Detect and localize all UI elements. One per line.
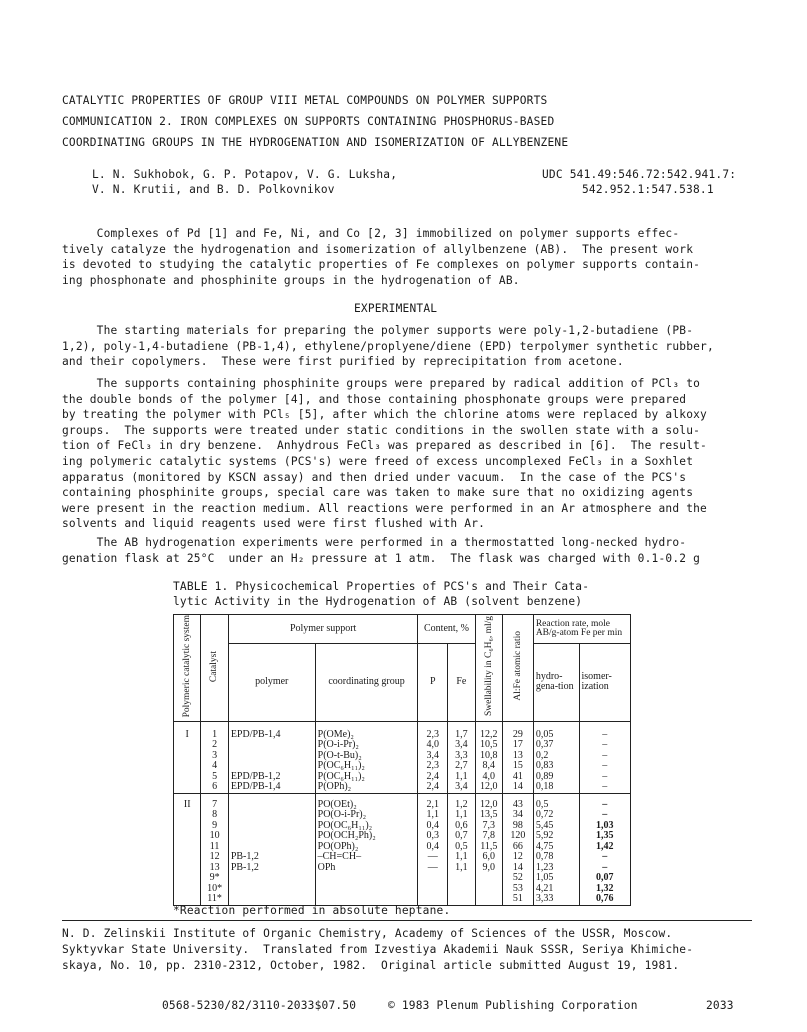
group-label: I bbox=[174, 721, 201, 793]
catalyst-value: 8 bbox=[212, 809, 218, 821]
para-line: The starting materials for preparing the polymer supports were poly-1,2-butadiene (PB- bbox=[62, 324, 694, 337]
para-line: by treating the polymer with PCl₅ [5], after which the chlorine atoms were replaced by alkoxy bbox=[62, 408, 707, 422]
fe-value: 1,1 bbox=[455, 851, 468, 863]
polymer-value bbox=[231, 821, 313, 832]
isomer-value: – bbox=[602, 798, 608, 810]
swell-cell bbox=[475, 793, 502, 905]
header-hydro: hydro-gena-tion bbox=[533, 644, 579, 722]
p-value: — bbox=[427, 851, 438, 863]
isomer-value: – bbox=[602, 749, 608, 761]
hydro-value: 3,33 bbox=[535, 893, 554, 905]
isomer-value: 1,32 bbox=[596, 882, 614, 894]
fe-cell bbox=[448, 793, 475, 905]
fe-value: 1,2 bbox=[455, 798, 468, 810]
hydro-value: 0,72 bbox=[535, 809, 554, 821]
p-value: 2,1 bbox=[426, 798, 440, 810]
fe-value: 1,1 bbox=[455, 770, 468, 782]
polymer-value bbox=[231, 831, 313, 842]
para-line: containing phosphinite groups, special care was taken to make sure that no oxidizing agents bbox=[62, 486, 694, 500]
polymer-value bbox=[231, 751, 313, 762]
group-value: P(O-t-Bu)₂ bbox=[317, 749, 362, 761]
polymer-cell bbox=[228, 721, 315, 793]
p-value: 0,3 bbox=[426, 830, 440, 842]
paragraph-materials bbox=[62, 323, 752, 370]
catalyst-value: 9* bbox=[209, 872, 220, 884]
swell-value: 12,2 bbox=[480, 728, 498, 740]
table-caption-line-2: lytic Activity in the Hydrogenation of AB (solvent benzene) bbox=[173, 595, 583, 608]
para-line: tion of FeCl₃ in dry benzene. Anhydrous FeCl₃ was prepared as described in [6]. The result- bbox=[62, 439, 707, 453]
swell-value bbox=[478, 894, 500, 905]
p-value: 2,3 bbox=[426, 760, 440, 772]
footer-code: 0568-5230/82/3110-2033$07.50 bbox=[162, 999, 357, 1012]
title-line-3: COORDINATING GROUPS IN THE HYDROGENATION AND ISOMERIZATION OF ALLYBENZENE bbox=[62, 136, 569, 149]
ratio-value: 12 bbox=[512, 851, 523, 863]
group-value: PO(OPh)₂ bbox=[317, 840, 359, 852]
hydro-value: 0,37 bbox=[535, 739, 554, 751]
ratio-cell bbox=[502, 793, 533, 905]
ratio-value: 66 bbox=[512, 840, 523, 852]
swell-value: 13,5 bbox=[480, 809, 498, 821]
swell-value: 12,0 bbox=[480, 798, 498, 810]
group-value: P(O-i-Pr)₂ bbox=[317, 739, 359, 751]
hydro-value: 0,83 bbox=[535, 760, 554, 772]
para-line: the double bonds of the polymer [4], and those containing phosphonate groups were prepared bbox=[62, 392, 687, 406]
p-value: 2,3 bbox=[426, 728, 440, 740]
swell-value: 7,8 bbox=[482, 830, 496, 842]
header-catalyst: Catalyst bbox=[201, 615, 228, 722]
catalyst-value: 11 bbox=[209, 840, 220, 852]
hydro-value: 5,45 bbox=[535, 819, 554, 831]
isomer-value: 0,07 bbox=[596, 872, 614, 884]
isomer-value: 1,42 bbox=[596, 840, 614, 852]
hydro-cell bbox=[533, 793, 579, 905]
affiliation-line: N. D. Zelinskii Institute of Organic Chemistry, Academy of Sciences of the USSR, Moscow. bbox=[62, 927, 673, 940]
para-line: were present in the reaction medium. All reactions were performed in an Ar atmosphere and the bbox=[62, 501, 707, 515]
catalyst-value: 2 bbox=[212, 739, 218, 751]
polymer-value: EPD/PB-1,2 bbox=[230, 770, 281, 782]
group-cell bbox=[315, 721, 418, 793]
group-value bbox=[318, 884, 416, 895]
isomer-value: 0,76 bbox=[596, 893, 614, 905]
authors-line-2: V. N. Krutii, and B. D. Polkovnikov bbox=[92, 183, 335, 196]
hydro-value: 0,2 bbox=[535, 749, 549, 761]
p-value: 0,4 bbox=[426, 819, 440, 831]
header-pcs: Polymeric catalytic system bbox=[174, 615, 201, 722]
group-value: PO(OEt)₂ bbox=[317, 798, 357, 810]
fe-value: 0,7 bbox=[455, 830, 468, 842]
group-value: PO(O-i-Pr)₂ bbox=[317, 809, 367, 821]
isomer-value: – bbox=[602, 760, 608, 772]
isomer-cell bbox=[579, 793, 631, 905]
ratio-value: 98 bbox=[512, 819, 523, 831]
catalyst-cell bbox=[201, 793, 228, 905]
swell-value: 7,3 bbox=[482, 819, 496, 831]
fe-value: 1,7 bbox=[455, 728, 468, 740]
p-cell bbox=[418, 793, 448, 905]
intro-line: ing phosphonate and phosphinite groups in the hydrogenation of AB. bbox=[62, 273, 520, 287]
fe-value: 3,4 bbox=[455, 781, 468, 793]
catalyst-value: 1 bbox=[212, 728, 218, 740]
p-value: 4,0 bbox=[426, 739, 440, 751]
polymer-value bbox=[231, 873, 313, 884]
header-rate: Reaction rate, mole AB/g-atom Fe per min bbox=[533, 615, 630, 644]
catalyst-value: 6 bbox=[212, 781, 218, 793]
fe-value: 3,3 bbox=[455, 749, 468, 761]
isomer-value: – bbox=[602, 739, 608, 751]
header-fe: Fe bbox=[448, 644, 475, 722]
affiliation bbox=[62, 926, 752, 974]
fe-value: 1,1 bbox=[455, 809, 468, 821]
group-value: PO(OCH₂Ph)₂ bbox=[317, 830, 376, 842]
isomer-value: – bbox=[602, 809, 608, 821]
catalyst-value: 7 bbox=[212, 798, 218, 810]
catalyst-value: 5 bbox=[212, 770, 218, 782]
table-group-II bbox=[174, 793, 631, 905]
group-value: P(OPh)₂ bbox=[317, 781, 352, 793]
ratio-value: 34 bbox=[512, 809, 523, 821]
para-line: groups. The supports were treated under static conditions in the swollen state with a solu- bbox=[62, 423, 701, 437]
swell-value: 8,4 bbox=[482, 760, 496, 772]
header-polymer: polymer bbox=[228, 644, 315, 722]
udc-line-2: 542.952.1:547.538.1 bbox=[582, 183, 714, 196]
isomer-value: – bbox=[602, 861, 608, 873]
group-cell bbox=[315, 793, 418, 905]
p-cell bbox=[418, 721, 448, 793]
catalyst-value: 10* bbox=[207, 882, 223, 894]
catalyst-value: 9 bbox=[212, 819, 218, 831]
para-line: and their copolymers. These were first purified by reprecipitation from acetone. bbox=[62, 355, 624, 369]
hydro-value: 0,89 bbox=[535, 770, 554, 782]
group-value: P(OMe)₂ bbox=[317, 728, 354, 740]
hydro-cell bbox=[533, 721, 579, 793]
hydro-value: 4,21 bbox=[535, 882, 554, 894]
ratio-value: 53 bbox=[512, 882, 523, 894]
hydro-value: 0,05 bbox=[535, 728, 554, 740]
polymer-value bbox=[231, 740, 313, 751]
group-value bbox=[318, 873, 416, 884]
header-p: P bbox=[418, 644, 448, 722]
udc-line-1: UDC 541.49:546.72:542.941.7: bbox=[542, 168, 737, 181]
footnote-divider bbox=[62, 920, 752, 921]
ratio-value: 15 bbox=[512, 760, 523, 772]
ratio-value: 17 bbox=[512, 739, 523, 751]
group-value: –CH=CH– bbox=[317, 851, 362, 863]
ratio-value: 41 bbox=[512, 770, 523, 782]
swell-cell bbox=[475, 721, 502, 793]
para-line: solvents and liquid reagents used were first flushed with Ar. bbox=[62, 517, 486, 531]
swell-value: 10,5 bbox=[480, 739, 498, 751]
paragraph-supports bbox=[62, 376, 752, 532]
ratio-value: 51 bbox=[512, 893, 523, 905]
intro-paragraph bbox=[62, 226, 752, 288]
ratio-value: 14 bbox=[512, 781, 523, 793]
para-line: The supports containing phosphinite groups were prepared by radical addition of PCl₃ to bbox=[62, 377, 701, 390]
affiliation-line: skaya, No. 10, pp. 2310-2312, October, 1982. Original article submitted August 19, 1981. bbox=[62, 959, 680, 972]
p-value: 2,4 bbox=[426, 770, 440, 782]
fe-value: 1,1 bbox=[455, 861, 468, 873]
polymer-value bbox=[231, 810, 313, 821]
para-line: genation flask at 25°C under an H₂ pressure at 1 atm. The flask was charged with 0.1-0.2 g bbox=[62, 551, 701, 565]
polymer-value: PB-1,2 bbox=[230, 851, 259, 863]
properties-table bbox=[173, 614, 631, 906]
header-ratio: Al:Fe atomic ratio bbox=[502, 615, 533, 722]
intro-line: is devoted to studying the catalytic properties of Fe complexes on polymer supports contain- bbox=[62, 258, 701, 272]
isomer-cell bbox=[579, 721, 631, 793]
p-value: — bbox=[427, 861, 438, 873]
polymer-value: EPD/PB-1,4 bbox=[230, 728, 281, 740]
title-line-1: CATALYTIC PROPERTIES OF GROUP VIII METAL COMPOUNDS ON POLYMER SUPPORTS bbox=[62, 94, 548, 107]
polymer-value: PB-1,2 bbox=[230, 861, 259, 873]
footer-copyright: © 1983 Plenum Publishing Corporation bbox=[388, 999, 638, 1012]
para-line: The AB hydrogenation experiments were performed in a thermostatted long-necked hydro- bbox=[62, 536, 687, 549]
catalyst-value: 4 bbox=[212, 760, 218, 772]
para-line: apparatus (monitored by KSCN assay) and then dried under vacuum. In the case of the PCS's bbox=[62, 470, 687, 484]
swell-value: 12,0 bbox=[480, 781, 498, 793]
p-value: 1,1 bbox=[426, 809, 440, 821]
header-isomer: isomer-ization bbox=[579, 644, 631, 722]
ratio-value: 29 bbox=[512, 728, 523, 740]
header-swell: Swellability in C₆H₆, ml/g bbox=[475, 615, 502, 722]
fe-value: 0,6 bbox=[455, 819, 468, 831]
title-line-2: COMMUNICATION 2. IRON COMPLEXES ON SUPPORTS CONTAINING PHOSPHORUS-BASED bbox=[62, 115, 555, 128]
swell-value: 11,5 bbox=[480, 840, 498, 852]
catalyst-value: 10 bbox=[209, 830, 220, 842]
table-caption-line-1: TABLE 1. Physicochemical Properties of PCS's and Their Cata- bbox=[173, 580, 590, 593]
catalyst-cell bbox=[201, 721, 228, 793]
header-support: Polymer support bbox=[228, 615, 418, 644]
hydro-value: 5,92 bbox=[535, 830, 554, 842]
hydro-value: 1,05 bbox=[535, 872, 554, 884]
para-line: 1,2), poly-1,4-butadiene (PB-1,4), ethylene/proplyene/diene (EPD) terpolymer synthetic rubber, bbox=[62, 339, 714, 353]
fe-value bbox=[450, 894, 472, 905]
ratio-cell bbox=[502, 721, 533, 793]
ratio-value: 43 bbox=[512, 798, 523, 810]
hydro-value: 0,18 bbox=[535, 781, 554, 793]
swell-value: 10,8 bbox=[480, 749, 498, 761]
swell-value: 4,0 bbox=[482, 770, 496, 782]
p-value: 2,4 bbox=[426, 781, 440, 793]
ratio-value: 13 bbox=[512, 749, 523, 761]
swell-value: 9,0 bbox=[482, 861, 496, 873]
fe-value: 2,7 bbox=[455, 760, 468, 772]
isomer-value: – bbox=[602, 781, 608, 793]
authors-line-1: L. N. Sukhobok, G. P. Potapov, V. G. Luksha, bbox=[92, 168, 398, 181]
table-footnote: *Reaction performed in absolute heptane. bbox=[173, 904, 451, 917]
catalyst-value: 3 bbox=[212, 749, 218, 761]
group-value: PO(OC₆H₁₁)₂ bbox=[317, 819, 373, 831]
polymer-value: EPD/PB-1,4 bbox=[230, 781, 281, 793]
p-value: 0,4 bbox=[426, 840, 440, 852]
isomer-value: – bbox=[602, 770, 608, 782]
footer-page-number: 2033 bbox=[706, 999, 734, 1012]
swell-value: 6,0 bbox=[482, 851, 496, 863]
hydro-value: 0,78 bbox=[535, 851, 554, 863]
hydro-value: 0,5 bbox=[535, 798, 549, 810]
header-content: Content, % bbox=[418, 615, 475, 644]
fe-cell bbox=[448, 721, 475, 793]
para-line: ing polymeric catalytic systems (PCS's) were freed of excess uncomplexed FeCl₃ in a Soxhlet bbox=[62, 454, 694, 468]
ratio-value: 120 bbox=[510, 830, 526, 842]
intro-line: tively catalyze the hydrogenation and isomerization of allylbenzene (AB). The present work bbox=[62, 242, 694, 256]
polymer-value bbox=[231, 800, 313, 811]
affiliation-line: Syktyvkar State University. Translated from Izvestiya Akademii Nauk SSSR, Seriya Khimiche- bbox=[62, 943, 694, 956]
intro-line: Complexes of Pd [1] and Fe, Ni, and Co [2, 3] immobilized on polymer supports effec- bbox=[62, 227, 680, 240]
isomer-value: – bbox=[602, 728, 608, 740]
ratio-value: 52 bbox=[512, 872, 523, 884]
isomer-value: 1,35 bbox=[596, 830, 614, 842]
hydro-value: 1,23 bbox=[535, 861, 554, 873]
section-heading: EXPERIMENTAL bbox=[354, 302, 438, 315]
group-label: II bbox=[174, 793, 201, 905]
catalyst-value: 13 bbox=[209, 861, 220, 873]
hydro-value: 4,75 bbox=[535, 840, 554, 852]
header-group: coordinating group bbox=[315, 644, 418, 722]
isomer-value: 1,03 bbox=[596, 819, 614, 831]
catalyst-value: 12 bbox=[209, 851, 220, 863]
polymer-value bbox=[231, 884, 313, 895]
polymer-cell bbox=[228, 793, 315, 905]
group-value: OPh bbox=[317, 861, 336, 873]
fe-value: 0,5 bbox=[455, 840, 468, 852]
catalyst-value: 11* bbox=[207, 893, 222, 905]
group-value: P(OC₆H₁₁)₂ bbox=[317, 760, 365, 772]
group-value: P(OC₆H₁₁)₂ bbox=[317, 770, 365, 782]
paragraph-hydrogenation bbox=[62, 535, 752, 566]
table-group-I bbox=[174, 721, 631, 793]
fe-value: 3,4 bbox=[455, 739, 468, 751]
isomer-value: – bbox=[602, 851, 608, 863]
ratio-value: 14 bbox=[512, 861, 523, 873]
p-value: 3,4 bbox=[426, 749, 440, 761]
